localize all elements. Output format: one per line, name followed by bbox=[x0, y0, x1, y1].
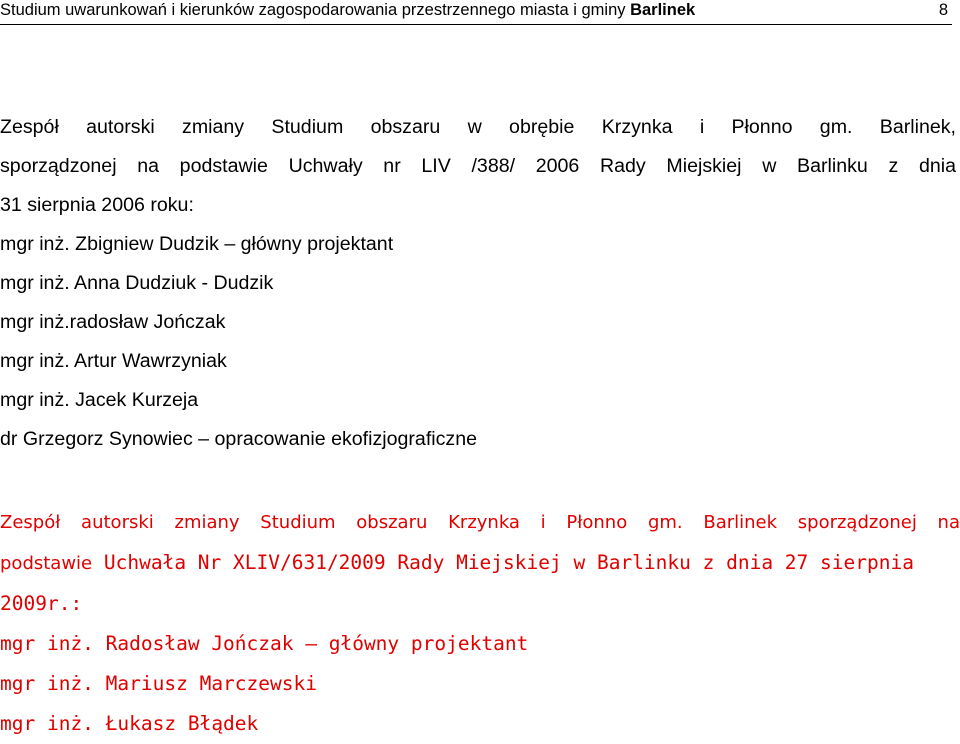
member-item: mgr inż. Radosław Jończak – główny projektant bbox=[0, 632, 529, 655]
intro-line-3: 31 sierpnia 2006 roku: bbox=[0, 194, 194, 216]
member-item: mgr inż. Zbigniew Dudzik – główny projektant bbox=[0, 233, 394, 255]
page-header bbox=[0, 0, 952, 25]
member-item: mgr inż.radosław Jończak bbox=[0, 311, 226, 333]
intro2-line-1: Zespół autorski zmiany Studium obszaru Krzynka i Płonno gm. Barlinek sporządzonej na bbox=[0, 512, 960, 533]
member-item: mgr inż. Łukasz Błądek bbox=[0, 712, 259, 735]
member-item: dr Grzegorz Synowiec – opracowanie ekofizjograficzne bbox=[0, 428, 478, 450]
page-number: 8 bbox=[938, 1, 948, 19]
member-item: mgr inż. Mariusz Marczewski bbox=[0, 672, 317, 695]
intro2-line-3: 2009r.: bbox=[0, 592, 83, 615]
team-section-2006 bbox=[0, 108, 956, 459]
member-item: mgr inż. Anna Dudziuk - Dudzik bbox=[0, 272, 274, 294]
header-title: Studium uwarunkowań i kierunków zagospodarowania przestrzennego miasta i gminy Barlinek bbox=[0, 1, 696, 19]
intro2-line-2: podstawie Uchwała Nr XLIV/631/2009 Rady Miejskiej w Barlinku z dnia 27 sierpnia bbox=[0, 551, 914, 574]
header-title-bold: Barlinek bbox=[630, 1, 696, 19]
team-section-2009 bbox=[0, 503, 960, 744]
member-item: mgr inż. Artur Wawrzyniak bbox=[0, 350, 227, 372]
member-item: mgr inż. Jacek Kurzeja bbox=[0, 389, 199, 411]
intro-line-2: sporządzonej na podstawie Uchwały nr LIV /388/ 2006 Rady Miejskiej w Barlinku z dnia bbox=[0, 155, 956, 177]
intro-line-1: Zespół autorski zmiany Studium obszaru w obrębie Krzynka i Płonno gm. Barlinek, bbox=[0, 116, 956, 138]
